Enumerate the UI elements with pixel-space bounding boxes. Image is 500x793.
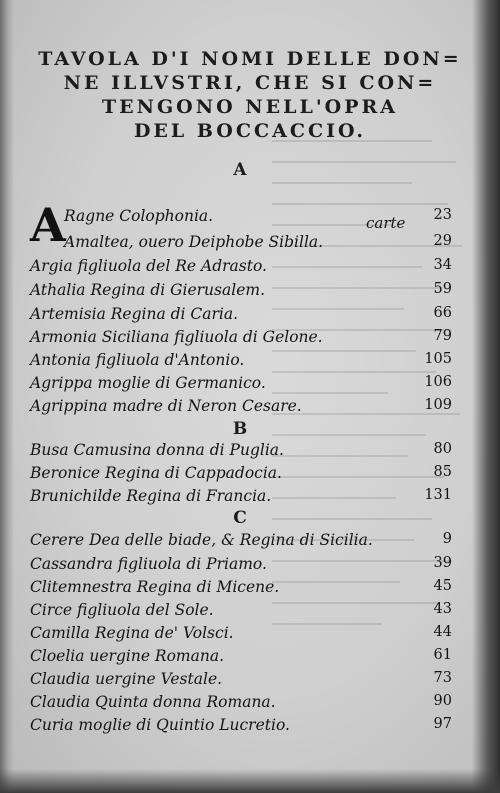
list-item <box>30 351 452 374</box>
title-line-3: TENGONO NELL'OPRA <box>101 96 399 118</box>
entry-name: Clitemnestra Regina di Micene. <box>30 578 280 596</box>
entry-page: 39 <box>433 555 452 571</box>
list-item <box>30 647 452 670</box>
entry-name: Cloelia uergine Romana. <box>30 647 225 665</box>
page-gutter-shadow <box>0 0 14 793</box>
list-item <box>30 716 452 739</box>
entry-page: 23 <box>433 207 452 223</box>
list-item <box>30 374 452 397</box>
entry-page: 90 <box>433 693 452 709</box>
page-edge-shadow <box>472 0 500 793</box>
list-item <box>30 305 452 328</box>
entry-name: Agrippa moglie di Germanico. <box>30 374 266 392</box>
entry-name: Claudia uergine Vestale. <box>30 670 223 688</box>
list-item <box>30 601 452 624</box>
entry-page: 61 <box>433 647 452 663</box>
entry-page: 45 <box>433 578 452 594</box>
entry-page: 9 <box>442 531 452 547</box>
entry-name: Claudia Quinta donna Romana. <box>30 693 276 711</box>
list-item <box>30 531 452 554</box>
drop-cap: A <box>30 198 66 252</box>
entry-name: Amaltea, ouero Deiphobe Sibilla. <box>64 233 324 251</box>
entry-page: 106 <box>424 374 452 390</box>
entry-name: Agrippina madre di Neron Cesare. <box>30 397 302 415</box>
entry-page: 44 <box>433 624 452 640</box>
list-item <box>30 693 452 716</box>
entry-page: 73 <box>433 670 452 686</box>
entry-name: Camilla Regina de' Volsci. <box>30 624 234 642</box>
entry-name: Beronice Regina di Cappadocia. <box>30 464 282 482</box>
entry-page: 109 <box>424 397 452 413</box>
entry-page: 85 <box>433 464 452 480</box>
title-line-4: DEL BOCCACCIO. <box>133 120 367 142</box>
entry-page: 66 <box>433 305 452 321</box>
entry-name: Cerere Dea delle biade, & Regina di Sicilia. <box>30 531 373 549</box>
section-letter-c: C <box>233 508 247 528</box>
entry-name: Argia figliuola del Re Adrasto. <box>30 257 267 275</box>
entry-page: 29 <box>433 233 452 249</box>
page-bottom-shadow <box>0 769 500 793</box>
entry-page: 79 <box>433 328 452 344</box>
list-item <box>30 578 452 601</box>
entry-page: 105 <box>424 351 452 367</box>
page-column-label: carte <box>366 214 406 232</box>
entry-name: Cassandra figliuola di Priamo. <box>30 555 267 573</box>
list-item <box>30 624 452 647</box>
section-letter-a: A <box>233 160 247 180</box>
entry-page: 43 <box>433 601 452 617</box>
entry-name: Brunichilde Regina di Francia. <box>30 487 272 505</box>
entry-name: Athalia Regina di Gierusalem. <box>30 281 265 299</box>
title-line-2: NE ILLVSTRI, CHE SI CON= <box>63 72 437 94</box>
entry-page: 80 <box>433 441 452 457</box>
list-item <box>30 441 452 464</box>
entry-name: Busa Camusina donna di Puglia. <box>30 441 284 459</box>
entry-page: 97 <box>433 716 452 732</box>
list-item <box>30 487 452 510</box>
list-item <box>30 397 452 420</box>
list-item <box>30 207 452 230</box>
entry-page: 131 <box>424 487 452 503</box>
entry-name: Curia moglie di Quintio Lucretio. <box>30 716 290 734</box>
entry-name: Antonia figliuola d'Antonio. <box>30 351 245 369</box>
entry-name: Armonia Siciliana figliuola di Gelone. <box>30 328 323 346</box>
list-item <box>30 464 452 487</box>
entry-name: Artemisia Regina di Caria. <box>30 305 239 323</box>
entry-name: Circe figliuola del Sole. <box>30 601 214 619</box>
section-letter-b: B <box>232 419 248 439</box>
list-item <box>30 555 452 578</box>
list-item <box>30 670 452 693</box>
list-item <box>30 257 452 280</box>
list-item <box>30 281 452 304</box>
list-item <box>30 233 452 256</box>
title-line-1: TAVOLA D'I NOMI DELLE DON= <box>38 48 462 70</box>
list-item <box>30 328 452 351</box>
entry-name: Ragne Colophonia. <box>64 207 214 225</box>
entry-page: 59 <box>433 281 452 297</box>
entry-page: 34 <box>433 257 452 273</box>
